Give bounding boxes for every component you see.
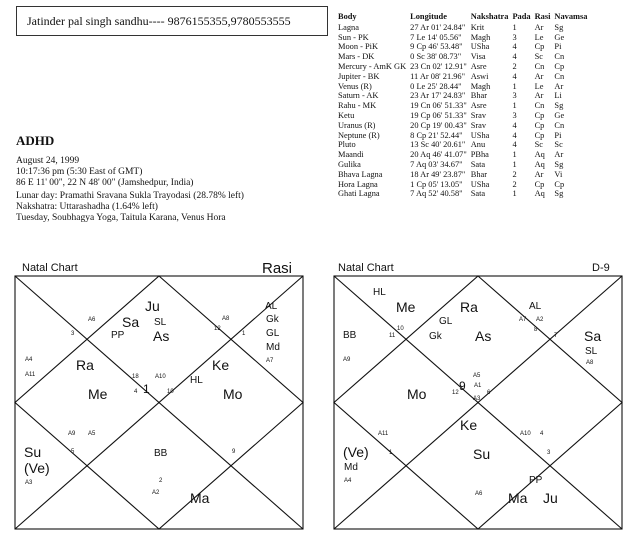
table-row [338, 62, 591, 72]
d9-a6: A6 [475, 491, 483, 497]
rasi-n12: 12 [214, 326, 221, 332]
table-row [338, 42, 591, 52]
rasi-md: Md [266, 342, 280, 353]
table-cell: 1 [512, 159, 517, 169]
table-cell: 7 Aq 52' 40.58" [410, 189, 463, 199]
table-cell: Cp [534, 120, 545, 130]
rasi-hl: HL [190, 375, 203, 386]
page-title: ADHD [16, 133, 55, 148]
d9-as: As [475, 328, 492, 344]
d9-n10: 10 [397, 326, 404, 332]
table-row [338, 140, 591, 150]
table-cell: 1 [512, 150, 517, 160]
table-cell: Hora Lagna [338, 179, 378, 189]
rasi-a10: A10 [155, 374, 166, 380]
table-cell: Cn [534, 101, 545, 111]
table-cell: 0 Sc 38' 08.73" [410, 52, 462, 62]
table-cell: Sc [554, 140, 563, 150]
table-cell: Visa [470, 52, 486, 62]
table-cell: 8 Cp 21' 52.44" [410, 130, 463, 140]
d9-al: AL [529, 301, 542, 312]
birth-time: 10:17:36 pm (5:30 East of GMT) [16, 167, 143, 177]
table-row [338, 111, 591, 121]
column-header: Nakshatra [470, 12, 509, 21]
table-cell: Venus (R) [338, 81, 372, 91]
d9-n12: 12 [452, 390, 459, 396]
column-header: Navamsa [554, 12, 588, 21]
d9-n8: 8 [534, 327, 538, 333]
d9-a1: A1 [474, 383, 482, 389]
table-cell: Cp [554, 61, 565, 71]
d9-pp: PP [529, 475, 543, 486]
table-cell: Ar [554, 81, 564, 91]
d9-sa: Sa [584, 328, 602, 344]
table-cell: Sata [470, 189, 486, 199]
d9-a3: A3 [473, 396, 481, 402]
rasi-mo: Mo [223, 386, 243, 402]
table-cell: 19 Cp 06' 51.33" [410, 110, 467, 120]
table-cell: Mars - DK [338, 52, 375, 62]
table-cell: 3 [512, 91, 517, 101]
table-cell: 20 Cp 19' 00.43" [410, 120, 467, 130]
rasi-a7: A7 [266, 358, 274, 364]
lunar-day: Lunar day: Pramathi Sravana Sukla Trayodasi (28.78% left) [16, 191, 244, 201]
table-cell: Maandi [338, 150, 364, 160]
table-cell: 0 Le 25' 28.44" [410, 81, 462, 91]
table-row [338, 121, 591, 131]
table-cell: Pluto [338, 140, 356, 150]
table-cell: Sg [554, 189, 564, 199]
table-row [338, 23, 591, 33]
table-row [338, 131, 591, 141]
d9-n7: 7 [554, 333, 558, 339]
rasi-bb: BB [154, 448, 168, 459]
table-row [338, 160, 591, 170]
table-cell: Sata [470, 159, 486, 169]
table-cell: Cp [534, 110, 545, 120]
table-cell: 4 [512, 42, 517, 52]
table-cell: Vi [554, 169, 563, 179]
rasi-sa: Sa [122, 314, 140, 330]
rasi-gk: Gk [266, 314, 279, 325]
birth-date: August 24, 1999 [16, 156, 80, 166]
d9-chart [333, 275, 623, 530]
table-cell: 1 [512, 189, 517, 199]
table-cell: Aq [534, 150, 545, 160]
rasi-a2: A2 [152, 490, 160, 496]
table-cell: Ar [534, 71, 544, 81]
d9-a4: A4 [344, 478, 352, 484]
table-cell: 13 Sc 40' 20.61" [410, 140, 466, 150]
table-cell: 3 [512, 110, 517, 120]
table-cell: Le [534, 32, 544, 42]
table-cell: Sc [534, 52, 543, 62]
rasi-chart [14, 275, 304, 530]
column-header: Longitude [410, 12, 447, 21]
rasi-n2: 2 [159, 478, 163, 484]
table-row [338, 52, 591, 62]
table-cell: Cn [554, 52, 565, 62]
table-cell: Pi [554, 130, 562, 140]
rasi-a9: A9 [68, 431, 76, 437]
table-cell: 4 [512, 120, 517, 130]
rasi-chart-label: Natal Chart [22, 262, 78, 274]
d9-md: Md [344, 462, 358, 473]
table-cell: Sc [534, 140, 543, 150]
yoga-info: Tuesday, Soubhagya Yoga, Taitula Karana, Venus Hora [16, 213, 226, 223]
column-header: Body [338, 12, 357, 21]
table-cell: 2 [512, 179, 517, 189]
d9-gk: Gk [429, 331, 442, 342]
table-row [338, 91, 591, 101]
rasi-n1c: 1 [143, 382, 150, 396]
table-cell: Ar [554, 150, 564, 160]
table-header-row [338, 12, 591, 23]
table-cell: 4 [512, 130, 517, 140]
rasi-pp: PP [111, 330, 125, 341]
table-cell: 18 Ar 49' 23.87" [410, 169, 466, 179]
d9-me: Me [396, 299, 416, 315]
table-cell: Ar [534, 22, 544, 32]
table-cell: Krit [470, 22, 485, 32]
table-cell: 9 Cp 46' 53.48" [410, 42, 463, 52]
d9-ma: Ma [508, 490, 528, 506]
d9-a9: A9 [343, 357, 351, 363]
table-cell: Le [534, 81, 544, 91]
d9-ve: (Ve) [343, 444, 369, 460]
rasi-su: Su [24, 444, 42, 460]
table-cell: Bhava Lagna [338, 169, 383, 179]
table-cell: Sg [554, 159, 564, 169]
d9-a11: A11 [378, 431, 389, 437]
table-cell: Srav [470, 110, 487, 120]
rasi-a8: A8 [222, 316, 230, 322]
table-cell: 2 [512, 61, 517, 71]
name-phone: Jatinder pal singh sandhu---- 9876155355,9780553555 [27, 14, 291, 28]
table-cell: 11 Ar 08' 21.96" [410, 71, 466, 81]
table-cell: Lagna [338, 22, 359, 32]
d9-n4: 4 [540, 431, 544, 437]
rasi-n9: 9 [232, 449, 236, 455]
table-row [338, 33, 591, 43]
table-row [338, 189, 591, 199]
table-row [338, 150, 591, 160]
d9-gl: GL [439, 316, 453, 327]
table-cell: Anu [470, 140, 486, 150]
table-row [338, 82, 591, 92]
d9-su: Su [473, 446, 491, 462]
table-cell: Ge [554, 110, 565, 120]
table-row [338, 170, 591, 180]
d9-n3: 3 [547, 450, 551, 456]
table-cell: Gulika [338, 159, 361, 169]
table-cell: Cp [534, 42, 545, 52]
table-cell: Asre [470, 61, 487, 71]
table-cell: Cn [554, 120, 565, 130]
table-cell: Aq [534, 189, 545, 199]
d9-chart-name: D-9 [592, 262, 610, 274]
table-cell: Asre [470, 101, 487, 111]
d9-n9: 9 [459, 379, 466, 393]
table-row [338, 180, 591, 190]
table-row [338, 72, 591, 82]
column-header: Rasi [534, 12, 551, 21]
d9-chart-label: Natal Chart [338, 262, 394, 274]
rasi-ma: Ma [190, 490, 210, 506]
d9-ra: Ra [460, 299, 478, 315]
nakshatra-info: Nakshatra: Uttarashadha (1.64% left) [16, 202, 158, 212]
table-cell: USha [470, 42, 490, 52]
rasi-sl: SL [154, 317, 167, 328]
table-cell: USha [470, 179, 490, 189]
table-cell: Saturn - AK [338, 91, 379, 101]
table-row [338, 101, 591, 111]
table-cell: 1 [512, 22, 517, 32]
d9-hl: HL [373, 287, 386, 298]
rasi-me: Me [88, 386, 108, 402]
column-header: Pada [512, 12, 531, 21]
table-cell: USha [470, 130, 490, 140]
d9-sl: SL [585, 346, 598, 357]
rasi-gl: GL [266, 328, 280, 339]
table-cell: Bhar [470, 169, 488, 179]
rasi-n18: 18 [132, 374, 139, 380]
rasi-n10: 10 [167, 389, 174, 395]
table-cell: Ar [534, 169, 544, 179]
rasi-as: As [153, 328, 170, 344]
table-cell: Bhar [470, 91, 488, 101]
table-cell: 1 Cp 05' 13.05" [410, 179, 463, 189]
table-cell: Srav [470, 120, 487, 130]
table-cell: Magh [470, 81, 491, 91]
table-cell: Ketu [338, 110, 355, 120]
d9-a2: A2 [536, 317, 544, 323]
table-cell: Sg [554, 22, 564, 32]
table-cell: Pi [554, 42, 562, 52]
table-cell: 7 Aq 03' 34.67" [410, 159, 463, 169]
table-cell: 4 [512, 140, 517, 150]
d9-n11: 11 [389, 333, 396, 339]
d9-bb: BB [343, 330, 357, 341]
table-cell: 1 [512, 81, 517, 91]
table-cell: 1 [512, 101, 517, 111]
rasi-n3: 3 [71, 331, 75, 337]
table-cell: Mercury - AmK GK [338, 61, 407, 71]
table-cell: Aswi [470, 71, 489, 81]
rasi-n1: 1 [242, 331, 246, 337]
table-cell: 4 [512, 52, 517, 62]
rasi-a5: A5 [88, 431, 96, 437]
rasi-a4: A4 [25, 357, 33, 363]
rasi-a3: A3 [25, 480, 33, 486]
header-box [16, 6, 328, 36]
table-cell: Rahu - MK [338, 101, 377, 111]
table-cell: Li [554, 91, 562, 101]
d9-a10: A10 [520, 431, 531, 437]
table-cell: 4 [512, 71, 517, 81]
table-cell: 27 Ar 01' 24.84" [410, 22, 466, 32]
d9-ju: Ju [543, 490, 558, 506]
table-cell: 23 Cn 02' 12.91" [410, 61, 467, 71]
table-cell: 2 [512, 169, 517, 179]
rasi-ju: Ju [145, 298, 160, 314]
table-cell: Aq [534, 159, 545, 169]
table-cell: 23 Ar 17' 24.83" [410, 91, 466, 101]
table-cell: Jupiter - BK [338, 71, 380, 81]
table-cell: Ge [554, 32, 565, 42]
d9-n6: 6 [487, 390, 491, 396]
table-cell: Sg [554, 101, 564, 111]
birth-location: 86 E 11' 00", 22 N 48' 00" (Jamshedpur, India) [16, 178, 194, 188]
rasi-n4: 4 [134, 389, 138, 395]
table-cell: Cp [534, 179, 545, 189]
table-cell: Neptune (R) [338, 130, 380, 140]
table-cell: Sun - PK [338, 32, 369, 42]
table-cell: Uranus (R) [338, 120, 376, 130]
d9-mo: Mo [407, 386, 427, 402]
rasi-ve: (Ve) [24, 460, 50, 476]
rasi-a11: A11 [25, 372, 36, 378]
rasi-chart-name: Rasi [262, 260, 293, 277]
table-cell: Ar [534, 91, 544, 101]
table-cell: Cp [534, 130, 545, 140]
d9-a8: A8 [586, 360, 594, 366]
rasi-ke: Ke [212, 357, 230, 373]
rasi-ra: Ra [76, 357, 94, 373]
d9-a5: A5 [473, 373, 481, 379]
table-body [338, 23, 591, 199]
rasi-al: AL [265, 301, 278, 312]
table-cell: 19 Cn 06' 51.33" [410, 101, 467, 111]
table-cell: Cp [554, 179, 565, 189]
table-cell: Magh [470, 32, 491, 42]
table-cell: Ghati Lagna [338, 189, 380, 199]
planet-table [338, 12, 591, 199]
table-cell: 3 [512, 32, 517, 42]
table-cell: Cn [534, 61, 545, 71]
table-cell: 7 Le 14' 05.56" [410, 32, 462, 42]
d9-a7: A7 [519, 317, 527, 323]
table-cell: Cn [554, 71, 565, 81]
rasi-a6: A6 [88, 317, 96, 323]
table-cell: 20 Aq 46' 41.07" [410, 150, 467, 160]
d9-n1: 1 [389, 450, 393, 456]
table-cell: PBha [470, 150, 489, 160]
rasi-n5: 5 [71, 449, 75, 455]
d9-ke: Ke [460, 417, 478, 433]
table-cell: Moon - PiK [338, 42, 379, 52]
